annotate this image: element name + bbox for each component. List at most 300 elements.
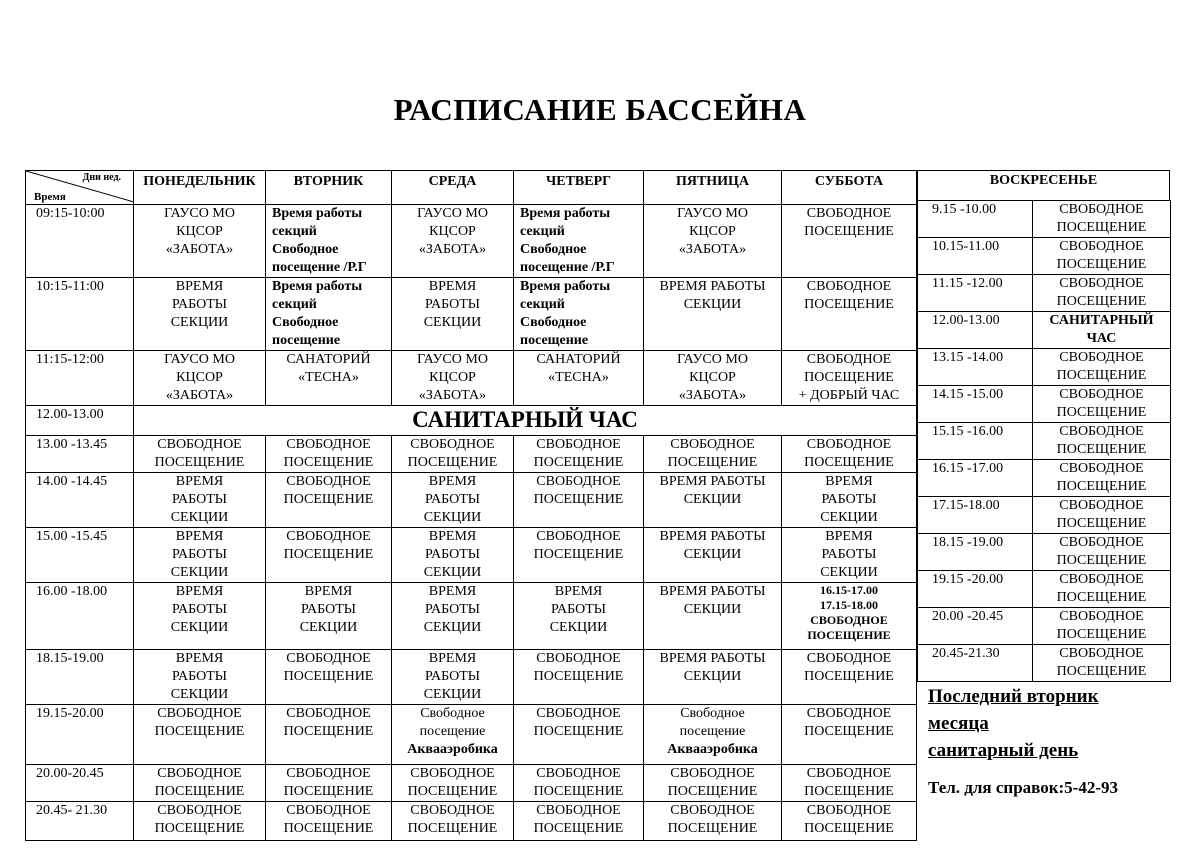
time-slot: 09:15-10:00 (26, 205, 134, 278)
schedule-cell (514, 583, 644, 650)
sunday-row (918, 275, 1171, 312)
schedule-cell (514, 278, 644, 351)
cell-text-line: СВОБОДНОЕ (157, 766, 242, 781)
cell-text-line: СЕКЦИИ (170, 510, 229, 525)
schedule-cell (514, 705, 644, 765)
page-title: РАСПИСАНИЕ БАССЕЙНА (393, 92, 807, 127)
cell-text-line: ГАУСО МО (164, 206, 235, 221)
schedule-row (26, 406, 917, 436)
cell-text-line: ПОСЕЩЕНИЕ (283, 821, 374, 836)
cell-text-line: СВОБОДНОЕ (1059, 276, 1144, 291)
schedule-cell (644, 650, 782, 705)
cell-text-line: СЕКЦИИ (683, 669, 742, 684)
cell-text-line: СВОБОДНОЕ (1059, 535, 1144, 550)
schedule-cell (644, 205, 782, 278)
cell-text-line: ПОСЕЩЕНИЕ (533, 784, 624, 799)
cell-text-line: СВОБОДНОЕ (536, 651, 621, 666)
schedule-cell (514, 436, 644, 473)
cell-text-line: СВОБОДНОЕ (157, 437, 242, 452)
sunday-activity-cell (1033, 386, 1171, 423)
schedule-cell (134, 351, 266, 406)
cell-text-line: РАБОТЫ (425, 492, 480, 507)
sunday-activity-cell (1033, 571, 1171, 608)
schedule-body (26, 205, 917, 841)
cell-text-line: ПОСЕЩЕНИЕ (283, 455, 374, 470)
sunday-time-slot: 9.15 -10.00 (918, 201, 1033, 238)
schedule-cell (782, 473, 917, 528)
cell-text-line: СВОБОДНОЕ (286, 437, 371, 452)
schedule-row (26, 436, 917, 473)
cell-text-line: СВОБОДНОЕ (1059, 202, 1144, 217)
sunday-time-slot: 10.15-11.00 (918, 238, 1033, 275)
cell-text-line: СВОБОДНОЕ (286, 706, 371, 721)
day-header-friday: ПЯТНИЦА (644, 171, 782, 205)
cell-text-line: СВОБОДНОЕ (810, 613, 888, 627)
cell-text-line: САНАТОРИЙ (536, 352, 621, 367)
schedule-cell (782, 436, 917, 473)
cell-text-line: ГАУСО МО (417, 352, 488, 367)
cell-text-line: ПОСЕЩЕНИЕ (1056, 479, 1147, 494)
cell-text-line: Аквааэробика (667, 742, 758, 757)
cell-text-line: ВРЕМЯ (428, 474, 477, 489)
time-slot: 15.00 -15.45 (26, 528, 134, 583)
sanitary-hour-banner: САНИТАРНЫЙ ЧАС (134, 406, 917, 436)
time-slot: 20.00-20.45 (26, 765, 134, 802)
cell-text-line: СВОБОДНОЕ (536, 529, 621, 544)
schedule-cell (644, 278, 782, 351)
schedule-cell (644, 473, 782, 528)
schedule-cell (782, 205, 917, 278)
schedule-cell (392, 351, 514, 406)
cell-text-line: «ЗАБОТА» (418, 242, 487, 257)
cell-text-line: СВОБОДНОЕ (157, 706, 242, 721)
cell-text-line: СВОБОДНОЕ (806, 651, 892, 666)
cell-text-line: ВРЕМЯ (428, 529, 477, 544)
cell-text-line: СВОБОДНОЕ (1059, 498, 1144, 513)
schedule-cell (644, 351, 782, 406)
cell-text-line: СВОБОДНОЕ (286, 529, 371, 544)
cell-text-line: РАБОТЫ (821, 547, 877, 562)
cell-text-line: посещение /Р.Г (520, 260, 615, 275)
cell-text-line: ПОСЕЩЕНИЕ (533, 492, 624, 507)
day-header-sunday: ВОСКРЕСЕНЬЕ (917, 170, 1170, 201)
cell-text-line: СВОБОДНОЕ (1059, 424, 1144, 439)
cell-text-line: СВОБОДНОЕ (1059, 461, 1144, 476)
cell-text-line: посещение (272, 333, 341, 348)
cell-text-line: РАБОТЫ (172, 297, 227, 312)
cell-text-line: ВРЕМЯ (825, 474, 873, 489)
sunday-activity-cell (1033, 423, 1171, 460)
cell-text-line: «ЗАБОТА» (678, 242, 747, 257)
schedule-row (26, 278, 917, 351)
schedule-cell (392, 278, 514, 351)
cell-text-line: САНИТАРНЫЙ (1049, 313, 1154, 328)
schedule-cell (266, 650, 392, 705)
schedule-cell (392, 705, 514, 765)
cell-text-line: ВРЕМЯ (175, 474, 224, 489)
cell-text-line: СВОБОДНОЕ (536, 706, 621, 721)
cell-text-line: РАБОТЫ (551, 602, 606, 617)
cell-text-line: ПОСЕЩЕНИЕ (667, 784, 758, 799)
time-slot: 11:15-12:00 (26, 351, 134, 406)
schedule-cell (782, 650, 917, 705)
cell-text-line: посещение (679, 724, 746, 739)
schedule-cell (392, 528, 514, 583)
cell-text-line: СВОБОДНОЕ (806, 352, 892, 367)
cell-text-line: СВОБОДНОЕ (806, 803, 892, 818)
schedule-row (26, 705, 917, 765)
cell-text-line: СВОБОДНОЕ (806, 279, 892, 294)
cell-text-line: СВОБОДНОЕ (286, 803, 371, 818)
days-axis-label: Дни нед. (82, 172, 121, 183)
cell-text-line: ПОСЕЩЕНИЕ (154, 455, 245, 470)
cell-text-line: КЦСОР (429, 370, 476, 385)
cell-text-line: ПОСЕЩЕНИЕ (283, 547, 374, 562)
cell-text-line: ВРЕМЯ (175, 584, 224, 599)
cell-text-line: РАБОТЫ (172, 669, 227, 684)
cell-text-line: РАБОТЫ (821, 492, 877, 507)
time-slot: 19.15-20.00 (26, 705, 134, 765)
day-header-wednesday: СРЕДА (392, 171, 514, 205)
cell-text-line: СЕКЦИИ (170, 687, 229, 702)
schedule-cell (266, 205, 392, 278)
cell-text-line: ПОСЕЩЕНИЕ (804, 455, 894, 470)
cell-text-line: ПОСЕЩЕНИЕ (1056, 553, 1147, 568)
cell-text-line: Свободное (520, 315, 587, 330)
schedule-cell (782, 583, 917, 650)
cell-text-line: СВОБОДНОЕ (536, 474, 621, 489)
cell-text-line: ПОСЕЩЕНИЕ (1056, 627, 1147, 642)
note-line: месяца (928, 713, 989, 734)
cell-text-line: ВРЕМЯ РАБОТЫ (659, 529, 766, 544)
cell-text-line: посещение (419, 724, 486, 739)
schedule-row (26, 583, 917, 650)
cell-text-line: ПОСЕЩЕНИЕ (804, 669, 894, 684)
cell-text-line: секций (520, 297, 565, 312)
cell-text-line: ГАУСО МО (677, 352, 748, 367)
day-header-tuesday: ВТОРНИК (266, 171, 392, 205)
schedule-row (26, 650, 917, 705)
cell-text-line: Время работы (272, 279, 363, 294)
time-axis-label: Время (34, 191, 66, 203)
cell-text-line: посещение /Р.Г (272, 260, 367, 275)
cell-text-line: КЦСОР (176, 370, 223, 385)
cell-text-line: КЦСОР (176, 224, 223, 239)
cell-text-line: ПОСЕЩЕНИЕ (283, 669, 374, 684)
day-header-thursday: ЧЕТВЕРГ (514, 171, 644, 205)
schedule-cell (782, 351, 917, 406)
sunday-time-slot: 18.15 -19.00 (918, 534, 1033, 571)
cell-text-line: СВОБОДНОЕ (670, 766, 755, 781)
cell-text-line: СЕКЦИИ (683, 547, 742, 562)
schedule-cell (392, 583, 514, 650)
sunday-row (918, 423, 1171, 460)
sunday-row (918, 497, 1171, 534)
day-header-row (26, 171, 917, 205)
sunday-time-slot: 20.45-21.30 (918, 645, 1033, 682)
schedule-cell (514, 765, 644, 802)
cell-text-line: ПОСЕЩЕНИЕ (407, 821, 498, 836)
sunday-time-slot: 20.00 -20.45 (918, 608, 1033, 645)
schedule-cell (392, 473, 514, 528)
cell-text-line: ПОСЕЩЕНИЕ (533, 669, 624, 684)
schedule-cell (782, 765, 917, 802)
cell-text-line: СЕКЦИИ (299, 620, 358, 635)
schedule-cell (514, 205, 644, 278)
sunday-row (918, 238, 1171, 275)
sunday-time-slot: 17.15-18.00 (918, 497, 1033, 534)
cell-text-line: «ЗАБОТА» (165, 242, 234, 257)
cell-text-line: СЕКЦИИ (423, 565, 482, 580)
cell-text-line: СВОБОДНОЕ (410, 766, 495, 781)
cell-text-line: РАБОТЫ (425, 602, 480, 617)
schedule-cell (392, 802, 514, 841)
cell-text-line: секций (272, 297, 317, 312)
schedule-row (26, 473, 917, 528)
schedule-cell (134, 278, 266, 351)
cell-text-line: СЕКЦИИ (170, 565, 229, 580)
cell-text-line: СВОБОДНОЕ (1059, 646, 1144, 661)
cell-text-line: ВРЕМЯ (175, 529, 224, 544)
cell-text-line: СВОБОДНОЕ (806, 437, 892, 452)
cell-text-line: ПОСЕЩЕНИЕ (1056, 664, 1147, 679)
cell-text-line: ПОСЕЩЕНИЕ (804, 821, 894, 836)
sunday-time-slot: 16.15 -17.00 (918, 460, 1033, 497)
schedule-cell (134, 705, 266, 765)
cell-text-line: САНАТОРИЙ (286, 352, 371, 367)
cell-text-line: СЕКЦИИ (683, 602, 742, 617)
cell-text-line: ПОСЕЩЕНИЕ (1056, 294, 1147, 309)
schedule-cell (266, 278, 392, 351)
sunday-activity-cell (1033, 275, 1171, 312)
time-slot: 12.00-13.00 (26, 406, 134, 436)
cell-text-line: СЕКЦИИ (820, 510, 878, 525)
sunday-time-slot: 13.15 -14.00 (918, 349, 1033, 386)
time-slot: 16.00 -18.00 (26, 583, 134, 650)
schedule-cell (134, 765, 266, 802)
cell-text-line: ПОСЕЩЕНИЕ (1056, 442, 1147, 457)
cell-text-line: ВРЕМЯ (304, 584, 353, 599)
cell-text-line: СВОБОДНОЕ (286, 474, 371, 489)
sunday-activity-cell (1033, 497, 1171, 534)
cell-text-line: ПОСЕЩЕНИЕ (154, 821, 245, 836)
cell-text-line: РАБОТЫ (425, 669, 480, 684)
time-slot: 13.00 -13.45 (26, 436, 134, 473)
sunday-time-slot: 12.00-13.00 (918, 312, 1033, 349)
cell-text-line: СЕКЦИИ (820, 565, 878, 580)
sunday-row (918, 645, 1171, 682)
schedule-cell (514, 351, 644, 406)
schedule-row (26, 351, 917, 406)
cell-text-line: ВРЕМЯ (825, 529, 873, 544)
cell-text-line: ПОСЕЩЕНИЕ (533, 821, 624, 836)
cell-text-line: ПОСЕЩЕНИЕ (283, 492, 374, 507)
cell-text-line: СВОБОДНОЕ (410, 437, 495, 452)
cell-text-line: СЕКЦИИ (549, 620, 608, 635)
cell-text-line: ПОСЕЩЕНИЕ (1056, 220, 1147, 235)
sunday-time-slot: 14.15 -15.00 (918, 386, 1033, 423)
cell-text-line: ГАУСО МО (677, 206, 748, 221)
cell-text-line: СВОБОДНОЕ (806, 206, 892, 221)
cell-text-line: РАБОТЫ (172, 547, 227, 562)
sunday-row (918, 349, 1171, 386)
schedule-row (26, 205, 917, 278)
cell-text-line: «ЗАБОТА» (678, 388, 747, 403)
cell-text-line: ПОСЕЩЕНИЕ (407, 455, 498, 470)
cell-text-line: ПОСЕЩЕНИЕ (804, 784, 894, 799)
day-header-monday: ПОНЕДЕЛЬНИК (134, 171, 266, 205)
day-header-saturday: СУББОТА (782, 171, 917, 205)
cell-text-line: ПОСЕЩЕНИЕ (407, 784, 498, 799)
cell-text-line: секций (272, 224, 317, 239)
cell-text-line: ВРЕМЯ (175, 651, 224, 666)
schedule-row (26, 802, 917, 841)
cell-text-line: СВОБОДНОЕ (286, 766, 371, 781)
time-slot: 18.15-19.00 (26, 650, 134, 705)
cell-text-line: ВРЕМЯ (175, 279, 224, 294)
cell-text-line: Аквааэробика (407, 742, 498, 757)
cell-text-line: ПОСЕЩЕНИЕ (533, 455, 624, 470)
cell-text-line: «ТЕСНА» (548, 370, 609, 385)
note-line: санитарный день (928, 740, 1079, 761)
schedule-cell (644, 765, 782, 802)
cell-text-line: СВОБОДНОЕ (1059, 609, 1144, 624)
schedule-cell (644, 705, 782, 765)
cell-text-line: секций (520, 224, 565, 239)
weekly-schedule-table (25, 170, 917, 841)
sunday-row (918, 534, 1171, 571)
cell-text-line: РАБОТЫ (425, 297, 480, 312)
cell-text-line: Свободное (420, 706, 485, 721)
schedule-cell (782, 802, 917, 841)
cell-text-line: СВОБОДНОЕ (806, 706, 892, 721)
schedule-cell (782, 278, 917, 351)
cell-text-line: ВРЕМЯ РАБОТЫ (659, 474, 766, 489)
cell-text-line: ПОСЕЩЕНИЕ (804, 224, 894, 239)
cell-text-line: «ЗАБОТА» (418, 388, 487, 403)
cell-text-line: Время работы (272, 206, 363, 221)
sunday-row (918, 608, 1171, 645)
schedule-cell (134, 205, 266, 278)
cell-text-line: ПОСЕЩЕНИЕ (283, 784, 374, 799)
schedule-cell (392, 650, 514, 705)
cell-text-line: СЕКЦИИ (423, 687, 482, 702)
sunday-activity-cell (1033, 201, 1171, 238)
cell-text-line: ПОСЕЩЕНИЕ (1056, 257, 1147, 272)
cell-text-line: «ТЕСНА» (298, 370, 359, 385)
phone-info: Тел. для справок:5-42-93 (928, 778, 1118, 797)
time-slot: 10:15-11:00 (26, 278, 134, 351)
schedule-cell (266, 705, 392, 765)
schedule-cell (644, 528, 782, 583)
cell-text-line: СЕКЦИИ (683, 297, 742, 312)
cell-text-line: РАБОТЫ (425, 547, 480, 562)
schedule-row (26, 528, 917, 583)
schedule-cell (514, 528, 644, 583)
sunday-activity-cell (1033, 349, 1171, 386)
cell-text-line: ПОСЕЩЕНИЕ (533, 547, 624, 562)
time-slot: 20.45- 21.30 (26, 802, 134, 841)
sunday-row (918, 571, 1171, 608)
sunday-activity-cell (1033, 312, 1171, 349)
cell-text-line: СВОБОДНОЕ (1059, 572, 1144, 587)
schedule-cell (266, 473, 392, 528)
cell-text-line: ПОСЕЩЕНИЕ (1056, 405, 1147, 420)
schedule-cell (644, 583, 782, 650)
cell-text-line: СЕКЦИИ (170, 620, 229, 635)
schedule-row (26, 765, 917, 802)
sunday-activity-cell (1033, 238, 1171, 275)
cell-text-line: РАБОТЫ (301, 602, 356, 617)
schedule-cell (782, 528, 917, 583)
sunday-row (918, 460, 1171, 497)
cell-text-line: ПОСЕЩЕНИЕ (154, 724, 245, 739)
cell-text-line: СВОБОДНОЕ (286, 651, 371, 666)
sunday-activity-cell (1033, 645, 1171, 682)
schedule-cell (134, 802, 266, 841)
cell-text-line: СВОБОДНОЕ (536, 803, 621, 818)
cell-text-line: ПОСЕЩЕНИЕ (154, 784, 245, 799)
cell-text-line: ВРЕМЯ (428, 279, 477, 294)
cell-text-line: ПОСЕЩЕНИЕ (1056, 368, 1147, 383)
cell-text-line: ПОСЕЩЕНИЕ (804, 724, 894, 739)
sunday-schedule-body (918, 201, 1171, 682)
cell-text-line: КЦСОР (689, 224, 736, 239)
schedule-cell (392, 205, 514, 278)
cell-text-line: КЦСОР (429, 224, 476, 239)
schedule-cell (134, 583, 266, 650)
note-line: Последний вторник (928, 686, 1099, 707)
sunday-activity-cell (1033, 534, 1171, 571)
cell-text-line: ВРЕМЯ (554, 584, 603, 599)
cell-text-line: СВОБОДНОЕ (1059, 239, 1144, 254)
schedule-cell (392, 765, 514, 802)
cell-text-line: 17.15-18.00 (820, 598, 878, 612)
sanitary-day-note (928, 683, 1188, 764)
cell-text-line: СЕКЦИИ (170, 315, 229, 330)
schedule-cell (266, 802, 392, 841)
cell-text-line: ПОСЕЩЕНИЕ (533, 724, 624, 739)
cell-text-line: ПОСЕЩЕНИЕ (283, 724, 374, 739)
cell-text-line: 16.15-17.00 (820, 583, 878, 597)
cell-text-line: Свободное (272, 315, 339, 330)
cell-text-line: ВРЕМЯ РАБОТЫ (659, 651, 766, 666)
sunday-time-slot: 19.15 -20.00 (918, 571, 1033, 608)
sunday-activity-cell (1033, 460, 1171, 497)
schedule-cell (644, 802, 782, 841)
cell-text-line: СЕКЦИИ (423, 510, 482, 525)
schedule-cell (266, 583, 392, 650)
cell-text-line: + ДОБРЫЙ ЧАС (798, 388, 900, 403)
corner-header-cell (26, 171, 134, 205)
schedule-cell (644, 436, 782, 473)
cell-text-line: ВРЕМЯ РАБОТЫ (659, 584, 766, 599)
cell-text-line: Время работы (520, 279, 611, 294)
cell-text-line: СЕКЦИИ (683, 492, 742, 507)
schedule-cell (514, 650, 644, 705)
cell-text-line: Свободное (520, 242, 587, 257)
schedule-cell (134, 528, 266, 583)
cell-text-line: ПОСЕЩЕНИЕ (804, 370, 894, 385)
cell-text-line: Свободное (272, 242, 339, 257)
cell-text-line: ПОСЕЩЕНИЕ (804, 297, 894, 312)
sunday-row (918, 312, 1171, 349)
sunday-time-slot: 11.15 -12.00 (918, 275, 1033, 312)
cell-text-line: СВОБОДНОЕ (670, 437, 755, 452)
schedule-cell (134, 473, 266, 528)
cell-text-line: ВРЕМЯ РАБОТЫ (659, 279, 766, 294)
schedule-cell (134, 650, 266, 705)
